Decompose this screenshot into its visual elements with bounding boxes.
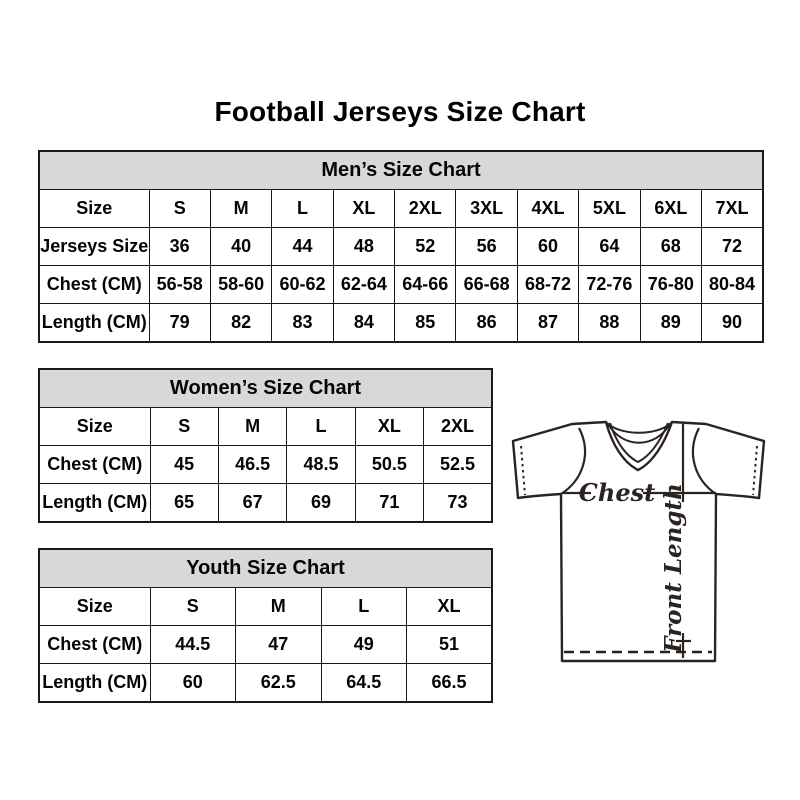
womens-size-table [38,368,493,523]
youth-size-value-cell: 62.5 [236,664,322,703]
women-size-value-cell: 50.5 [355,446,423,484]
youth-size-value-cell: M [236,588,322,626]
men-size-value-cell: 90 [702,304,763,343]
youth-row-0 [39,588,492,626]
jersey-measurement-diagram [500,405,780,677]
men-size-value-cell: 82 [210,304,271,343]
men-row-1 [39,228,763,266]
men-size-value-cell: 68 [640,228,701,266]
youth-size-value-cell: S [150,588,236,626]
women-row-label: Chest (CM) [39,446,150,484]
men-size-value-cell: 52 [395,228,456,266]
youth-size-value-cell: 51 [407,626,493,664]
women-row-0 [39,408,492,446]
men-size-value-cell: 5XL [579,190,640,228]
youth-size-value-cell: 49 [321,626,407,664]
men-size-value-cell: 72-76 [579,266,640,304]
youth-row-label: Length (CM) [39,664,150,703]
women-size-value-cell: XL [355,408,423,446]
women-size-value-cell: 67 [218,484,286,523]
men-size-value-cell: 62-64 [333,266,394,304]
men-size-value-cell: 84 [333,304,394,343]
women-row-label: Size [39,408,150,446]
women-size-value-cell: 48.5 [287,446,355,484]
page-title: Football Jerseys Size Chart [214,96,586,127]
men-size-value-cell: 66-68 [456,266,517,304]
men-size-value-cell: 48 [333,228,394,266]
men-size-value-cell: 64-66 [395,266,456,304]
men-size-value-cell: 83 [272,304,333,343]
youth-size-value-cell: L [321,588,407,626]
men-row-label: Size [39,190,149,228]
men-row-3 [39,304,763,343]
women-row-2 [39,484,492,523]
men-size-value-cell: 76-80 [640,266,701,304]
men-row-0 [39,190,763,228]
men-size-value-cell: 68-72 [517,266,578,304]
men-size-value-cell: 89 [640,304,701,343]
men-size-value-cell: XL [333,190,394,228]
women-size-value-cell: S [150,408,218,446]
women-size-value-cell: 46.5 [218,446,286,484]
women-size-value-cell: 45 [150,446,218,484]
women-size-value-cell: 65 [150,484,218,523]
men-row-2 [39,266,763,304]
jersey-outline-shape [513,422,764,661]
women-size-value-cell: 73 [424,484,492,523]
youth-size-value-cell: 60 [150,664,236,703]
youth-size-value-cell: XL [407,588,493,626]
youth-row-label: Size [39,588,150,626]
men-size-value-cell: 60 [517,228,578,266]
men-size-value-cell: 44 [272,228,333,266]
youth-size-value-cell: 47 [236,626,322,664]
men-size-value-cell: 56 [456,228,517,266]
men-size-value-cell: 7XL [702,190,763,228]
men-size-value-cell: 86 [456,304,517,343]
men-size-value-cell: 85 [395,304,456,343]
women-row-1 [39,446,492,484]
youth-size-value-cell: 44.5 [150,626,236,664]
men-size-value-cell: L [272,190,333,228]
men-size-value-cell: S [149,190,210,228]
men-size-value-cell: 36 [149,228,210,266]
men-size-value-cell: 4XL [517,190,578,228]
youth-size-value-cell: 64.5 [321,664,407,703]
mens-size-table [38,150,764,343]
youth-row-label: Chest (CM) [39,626,150,664]
women-size-value-cell: M [218,408,286,446]
youth-size-table [38,548,493,703]
men-size-value-cell: 87 [517,304,578,343]
men-size-value-cell: 72 [702,228,763,266]
men-table-title: Men’s Size Chart [39,151,763,190]
men-size-value-cell: 56-58 [149,266,210,304]
men-size-value-cell: 80-84 [702,266,763,304]
women-table-title: Women’s Size Chart [39,369,492,408]
collar-back-arc-1 [607,423,671,433]
women-size-value-cell: 69 [287,484,355,523]
women-row-label: Length (CM) [39,484,150,523]
men-size-value-cell: 60-62 [272,266,333,304]
men-size-value-cell: 58-60 [210,266,271,304]
youth-row-1 [39,626,492,664]
men-size-value-cell: 3XL [456,190,517,228]
men-row-label: Chest (CM) [39,266,149,304]
men-size-value-cell: 2XL [395,190,456,228]
youth-table-title: Youth Size Chart [39,549,492,588]
men-size-value-cell: 88 [579,304,640,343]
women-size-value-cell: 2XL [424,408,492,446]
men-row-label: Length (CM) [39,304,149,343]
men-row-label: Jerseys Size [39,228,149,266]
chest-measure-label: Chest [578,478,656,507]
men-size-value-cell: 6XL [640,190,701,228]
women-size-value-cell: L [287,408,355,446]
women-size-value-cell: 52.5 [424,446,492,484]
women-size-value-cell: 71 [355,484,423,523]
men-size-value-cell: 40 [210,228,271,266]
front-length-measure-label: Front Length [660,483,687,653]
youth-size-value-cell: 66.5 [407,664,493,703]
youth-row-2 [39,664,492,703]
men-size-value-cell: 64 [579,228,640,266]
men-size-value-cell: M [210,190,271,228]
men-size-value-cell: 79 [149,304,210,343]
